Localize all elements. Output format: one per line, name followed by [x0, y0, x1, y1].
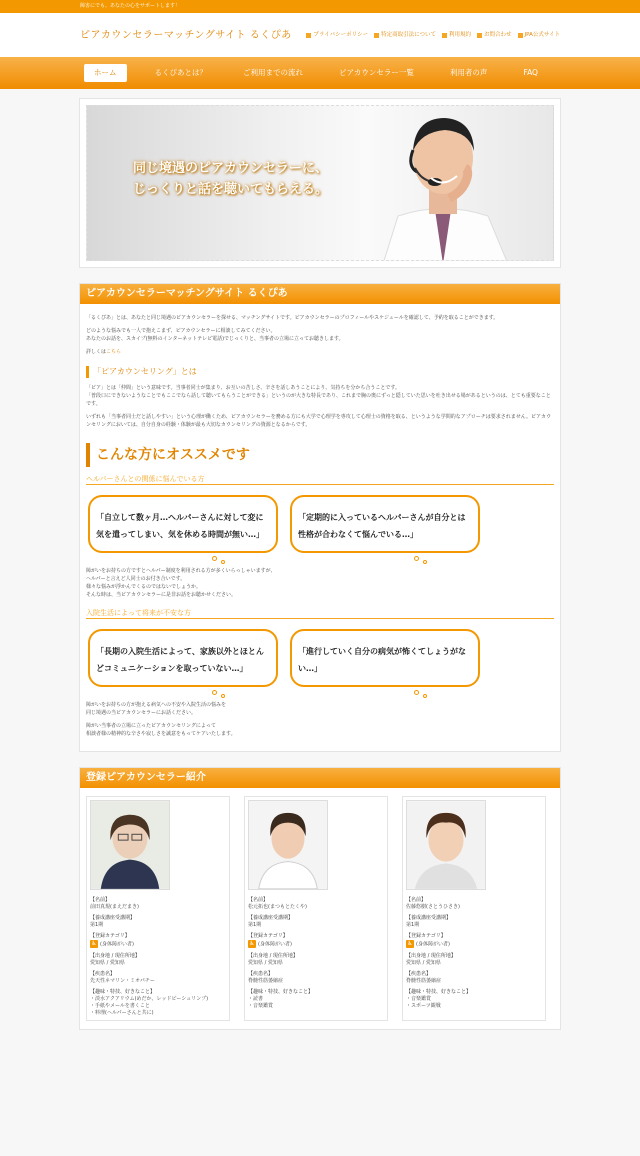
counselor-card[interactable] [402, 796, 546, 1021]
wheelchair-icon: ♿ [249, 940, 255, 947]
nav-flow[interactable]: ご利用までの流れ [243, 68, 303, 77]
label-hobby: 【趣味・特技、好きなこと】 [248, 988, 314, 995]
hobby-item: ・音楽鑑賞 [406, 995, 432, 1002]
label-name: 【名前】 [406, 897, 427, 903]
group1-text [86, 567, 554, 599]
counselor-disease: 先天性ネマリン・ミオパチー [90, 977, 155, 984]
bubble-tail-dot [221, 560, 225, 564]
recommend-heading: こんな方にオススメです [86, 443, 554, 467]
counselor-name: 前田真規(まえだまき) [90, 904, 139, 910]
util-link-privacy[interactable]: プライバシーポリシー [306, 31, 368, 39]
about-consult-line1: どのような悩みでも一人で抱えこまず、ピアカウンセラーに相談してみてください。 [86, 328, 276, 334]
bullet-icon [306, 33, 311, 38]
label-disease: 【疾患名】 [90, 970, 116, 977]
label-hobby: 【趣味・特技、好きなこと】 [406, 988, 472, 995]
counselors-section [79, 767, 561, 1030]
more-info-prefix: 詳しくは [86, 349, 107, 355]
label-origin: 【出身地 / 現住所地】 [90, 952, 140, 959]
counselor-card[interactable] [244, 796, 388, 1021]
counselor-card[interactable] [86, 796, 230, 1021]
site-header [0, 13, 640, 57]
util-link-law[interactable]: 特定商取引法について [374, 31, 436, 39]
label-course: 【養成講座受講期】 [90, 915, 136, 921]
about-consult-line2: あなたのお話を、スカイプ(無料のインターネットテレビ電話)でじっくりと、当事者の立場に立ってお聴きします。 [86, 336, 344, 342]
speech-bubble: 「自立して数ヶ月…ヘルパーさんに対して変に気を遣ってしまい、気を休める時間が無い…」 [88, 495, 278, 553]
nav-about[interactable]: るくぴあとは？ [154, 68, 207, 77]
hero-banner [79, 98, 561, 268]
counselor-category [248, 940, 384, 949]
bubble-tail-dot [423, 560, 427, 564]
counselors-heading: 登録ピアカウンセラー紹介 [80, 768, 560, 788]
group1-text-line: 障がいをお持ちの方ですとヘルパー制度を利用される方が多くいらっしゃいますが、 [86, 568, 276, 574]
counselor-photo [90, 800, 170, 890]
about-intro: 「るくぴあ」とは、あなたと同じ境遇のピアカウンセラーを探せる、マッチングサイトです。ピアカウンセラーのプロフィールやスケジュールを確認して、予約を取ることができます。 [86, 315, 499, 321]
label-name: 【名前】 [90, 897, 111, 903]
group2-title: 入院生活によって将来が不安な方 [86, 609, 554, 619]
counselor-hobby [248, 996, 384, 1010]
group2-text-line: 同じ境遇の当ピアカウンセラーにお話ください。 [86, 710, 196, 716]
nav-faq[interactable]: FAQ [523, 68, 538, 77]
label-category: 【登録カテゴリ】 [406, 933, 446, 939]
site-title[interactable]: ピアカウンセラーマッチングサイト るくぴあ [80, 29, 292, 41]
hobby-item: ・スポーツ観戦 [406, 1002, 441, 1009]
counselor-category-text: (身体障がい者) [100, 941, 134, 948]
label-origin: 【出身地 / 現住所地】 [248, 952, 298, 959]
group2-text-line: 障がいをお持ちの方が抱える病気への不安や入院生活の悩みを [86, 702, 227, 708]
counselor-name: 佐藤悠樹(さとうひさき) [406, 904, 460, 910]
hobby-item: ・淡水アクアリウム(めだか、レッドビーシュリンプ) [90, 995, 209, 1002]
counselor-course: 第1期 [90, 922, 104, 928]
label-disease: 【疾患名】 [248, 970, 274, 977]
group2-text-line: 相談者様の精神的な辛さや寂しさを誠意をもってケアいたします。 [86, 731, 236, 737]
hero-copy [133, 158, 328, 200]
counselor-photo [406, 800, 486, 890]
hobby-item: ・手紙やメールを書くこと [90, 1002, 150, 1009]
top-tagline-bar [0, 0, 640, 13]
bubble-tails [88, 687, 554, 701]
bullet-icon [442, 33, 447, 38]
bubble-tail-dot [212, 556, 217, 561]
counselor-origin: 愛知県 / 愛知県 [90, 959, 125, 966]
counselor-disease: 脊髄性筋萎縮症 [406, 977, 442, 984]
bullet-icon [477, 33, 482, 38]
group2-text-line: 障がい当事者の立場に立ったピアカウンセリングによって [86, 723, 216, 729]
bubble-tail-dot [221, 694, 225, 698]
hero-image [86, 105, 554, 261]
tagline-text: 障害にでも、あなたの心をサポートします！ [80, 3, 181, 9]
counselor-headset-illustration [373, 106, 513, 261]
counselor-course: 第1期 [248, 922, 262, 928]
counselor-photo [248, 800, 328, 890]
speech-bubble: 「進行していく自分の病気が怖くてしょうがない…」 [290, 629, 480, 687]
group1-text-line: ヘルパーと言えど人同士のお付き合いです。 [86, 576, 186, 582]
label-course: 【養成講座受講期】 [248, 915, 294, 921]
util-link-terms[interactable]: 利用規約 [442, 31, 471, 39]
peer-definition-line1: 「ピア」とは「仲間」という意味です。当事者同士が集まり、お互いの苦しさ、辛さを話しあうことにより、気持ちを分かち合うことです。 [86, 385, 401, 391]
bubble-tail-dot [212, 690, 217, 695]
group1-bubbles [88, 495, 554, 553]
hobby-item: ・音楽鑑賞 [248, 1002, 274, 1009]
counselor-cards [80, 788, 560, 1029]
speech-bubble: 「定期的に入っているヘルパーさんが自分とは性格が合わなくて悩んでいる…」 [290, 495, 480, 553]
bubble-tail-dot [414, 690, 419, 695]
counselor-category [406, 940, 542, 949]
group2-text-2 [86, 722, 554, 738]
group1-text-line: 様々な悩みが浮かんでくるのではないでしょうか。 [86, 584, 202, 590]
hero-line-2: じっくりと話を聴いてもらえる。 [133, 182, 329, 197]
about-heading: ピアカウンセラーマッチングサイト るくぴあ [80, 284, 560, 304]
peer-counseling-heading: 「ピアカウンセリング」とは [86, 366, 554, 378]
more-info [86, 348, 554, 356]
util-link-contact[interactable]: お問合わせ [477, 31, 512, 39]
label-name: 【名前】 [248, 897, 269, 903]
bullet-icon [518, 33, 523, 38]
counselor-hobby [406, 996, 542, 1010]
counselor-course: 第1期 [406, 922, 420, 928]
wheelchair-icon: ♿ [91, 940, 97, 947]
group1-title: ヘルパーさんとの関係に悩んでいる方 [86, 475, 554, 485]
bubble-tails [88, 553, 554, 567]
label-course: 【養成講座受講期】 [406, 915, 452, 921]
main-nav [0, 57, 640, 89]
about-section [79, 283, 561, 752]
label-category: 【登録カテゴリ】 [248, 933, 288, 939]
counselor-name: 松元拓也(まつもとたくや) [248, 904, 307, 910]
peer-definition-line2: 「普段口にできないようなことでもここでなら話して聴いてもらうことができる」というのが大きな特長であり、これまで胸の奥にずっと隠していた思いを吐き出せる場があるというのは、とても重要なことです。 [86, 393, 551, 407]
counselor-category-text: (身体障がい者) [416, 941, 450, 948]
nav-voices[interactable]: 利用者の声 [449, 68, 488, 77]
bubble-tail-dot [423, 694, 427, 698]
bubble-tail-dot [414, 556, 419, 561]
label-disease: 【疾患名】 [406, 970, 432, 977]
counselor-disease: 脊髄性筋萎縮症 [248, 977, 284, 984]
group2-bubbles [88, 629, 554, 687]
label-category: 【登録カテゴリ】 [90, 933, 130, 939]
label-hobby: 【趣味・特技、好きなこと】 [90, 988, 156, 995]
peer-approach: いずれも「当事者同士だと話しやすい」という心理が働くため、ピアカウンセラーを務める方にも大学で心理学を専攻して心理士の資格を取る、というような学問的なアプローチは要求されません。ピアカウンセリングにおいては、自分自身の経験・体験が最も大切なカウンセリングの資源となるからです。 [86, 414, 552, 428]
speech-bubble: 「長期の入院生活によって、家族以外とほとんどコミュニケーションを取っていない…」 [88, 629, 278, 687]
more-info-link[interactable]: こちら [106, 349, 122, 355]
utility-links [306, 31, 560, 39]
peer-definition [86, 384, 554, 408]
hobby-item: ・料理(ヘルパーさんと共に) [90, 1009, 154, 1016]
counselor-category-text: (身体障がい者) [258, 941, 292, 948]
group1-text-line: そんな時は、当ピアカウンセラーに是非お話をお聴かせください。 [86, 592, 236, 598]
about-consult [86, 327, 554, 343]
nav-home[interactable]: ホーム [84, 64, 127, 82]
counselor-origin: 愛知県 / 愛知県 [406, 959, 441, 966]
bullet-icon [374, 33, 379, 38]
wheelchair-icon: ♿ [407, 940, 413, 947]
counselor-origin: 愛知県 / 愛知県 [248, 959, 283, 966]
hobby-item: ・読書 [248, 995, 264, 1002]
group2-text [86, 701, 554, 717]
label-origin: 【出身地 / 現住所地】 [406, 952, 456, 959]
counselor-hobby [90, 996, 226, 1017]
counselor-category [90, 940, 226, 949]
util-link-jpa[interactable]: JPA公式サイト [518, 31, 560, 39]
nav-counselor-list[interactable]: ピアカウンセラー一覧 [339, 68, 414, 77]
hero-line-1: 同じ境遇のピアカウンセラーに、 [133, 161, 328, 176]
